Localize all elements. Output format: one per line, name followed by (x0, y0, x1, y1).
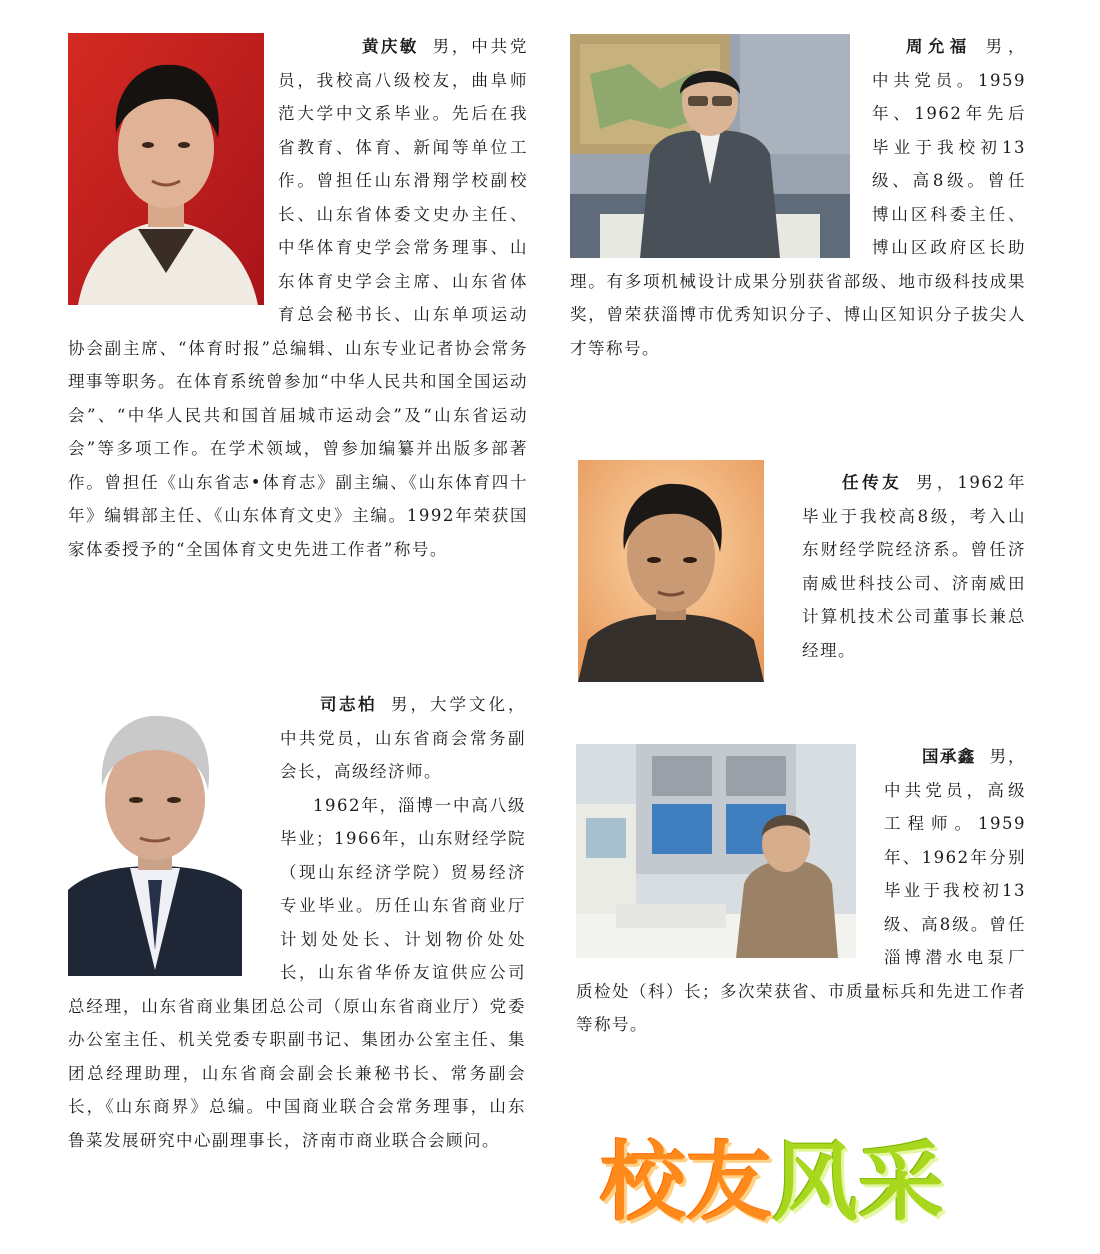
banner-char: 校 (600, 1133, 686, 1233)
profile-bio-text (576, 740, 1026, 1042)
portrait-photo (68, 700, 242, 976)
bio-text: 男，中共党员。1959年、1962年先后毕业于我校初13级、高8级。曾任博山区科委主任、博山区政府区长助理。有多项机械设计成果分别获省部级、地市级科技成果奖，曾荣获淄博市优秀知识分子、博山区知识分子拔尖人才等称号。 (570, 37, 1026, 358)
alumni-banner-title (600, 1128, 1020, 1238)
bio-text-paragraph-2: 1962年，淄博一中高八级毕业；1966年，山东财经学院（现山东经济学院）贸易经济专业毕业。历任山东省商业厅计划处处长、计划物价处处长，山东省华侨友谊供应公司总经理，山东省商业集团总公司（原山东省商业厅）党委办公室主任、机关党委专职副书记、集团办公室主任、集团总经理助理，山东省商会副会长兼秘书长、常务副会长，《山东商界》总编。中国商业联合会常务理事，山东鲁菜发展研究中心副理事长，济南市商业联合会顾问。 (68, 795, 526, 1150)
bio-text: 男，中共党员，我校高八级校友，曲阜师范大学中文系毕业。先后在我省教育、体育、新闻等单位工作。曾担任山东滑翔学校副校长、山东省体委文史办主任、中华体育史学会常务理事、山东体育史学会主席、山东省体育总会秘书长、山东单项运动协会副主席、“体育时报”总编辑、山东专业记者协会常务理事等职务。在体育系统曾参加“中华人民共和国全国运动会”、“中华人民共和国首届城市运动会”及“山东省运动会”等多项工作。在学术领域，曾参加编纂并出版多部著作。曾担任《山东省志•体育志》副主编、《山东体育四十年》编辑部主任、《山东体育文史》主编。1992年荣获国家体委授予的“全国体育文史先进工作者”称号。 (68, 37, 529, 559)
bio-text: 男，中共党员，高级工程师。1959年、1962年分别毕业于我校初13级、高8级。曾任淄博潜水电泵厂质检处（科）长；多次荣获省、市质量标兵和先进工作者等称号。 (576, 747, 1026, 1034)
banner-char: 采 (858, 1133, 944, 1233)
profile-si-zhibai (68, 688, 526, 1188)
person-name: 黄庆敏 (362, 37, 419, 56)
portrait-photo (68, 33, 264, 305)
profile-bio-text (570, 30, 1026, 365)
profile-zhou-yunfu (570, 30, 1026, 370)
profile-ren-chuanyou (578, 466, 1026, 696)
profile-bio-text (68, 688, 526, 1157)
bio-text: 男，1962年毕业于我校高8级，考入山东财经学院经济系。曾任济南威世科技公司、济南威田计算机技术公司董事长兼总经理。 (802, 473, 1026, 660)
profile-bio-text (578, 466, 1026, 682)
profile-guo-chengxin (576, 740, 1026, 1070)
profile-huang-qingmin (68, 30, 528, 610)
banner-char: 友 (686, 1133, 772, 1233)
banner-char: 风 (772, 1133, 858, 1233)
person-name: 周允福 (906, 37, 972, 56)
person-name: 任传友 (842, 473, 903, 492)
bio-text: 男，大学文化，中共党员，山东省商会常务副会长，高级经济师。 (280, 695, 526, 781)
portrait-photo (578, 460, 764, 682)
portrait-photo (570, 34, 850, 258)
person-name: 司志柏 (320, 695, 377, 714)
portrait-photo (576, 744, 856, 958)
profile-bio-text (68, 30, 528, 566)
person-name: 国承鑫 (922, 747, 976, 766)
